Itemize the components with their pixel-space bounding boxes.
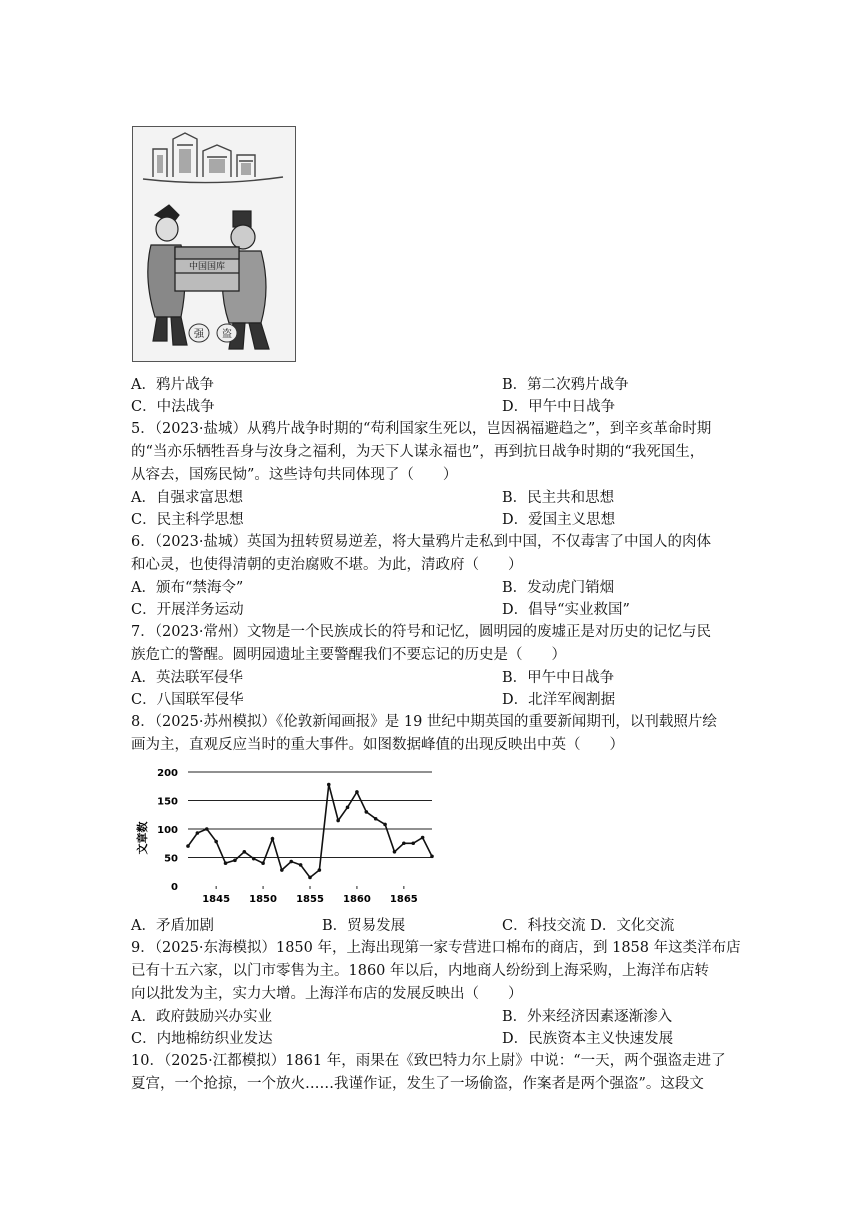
chart-point-1857 — [327, 783, 331, 787]
chart-point-1845 — [214, 840, 218, 844]
chart-y-tick-150: 150 — [157, 796, 178, 808]
chart-x-tick-1845: 1845 — [202, 894, 231, 905]
q4-option-a[interactable]: A．鸦片战争 — [131, 377, 214, 393]
q9-option-a[interactable]: A．政府鼓励兴办实业 — [131, 1009, 272, 1025]
chart-x-tick-1850: 1850 — [249, 894, 277, 905]
q10-stem-line-1: 10．（2025·江都模拟）1861 年，雨果在《致巴特力尔上尉》中说：“一天，两个强盗走进了 — [131, 1053, 726, 1069]
q8-option-a[interactable]: A．矛盾加剧 — [131, 918, 214, 934]
chart-point-1848 — [243, 850, 247, 854]
chart-point-1861 — [365, 810, 369, 814]
q9-option-d[interactable]: D．民族资本主义快速发展 — [502, 1031, 674, 1047]
q6-option-a[interactable]: A．颁布“禁海令” — [131, 580, 244, 596]
q5-option-b[interactable]: B．民主共和思想 — [502, 490, 615, 506]
chart-x-tick-1855: 1855 — [296, 894, 324, 905]
q5-stem-line-2: 的“当亦乐牺牲吾身与汝身之福利，为天下人谋永福也”，再到抗日战争时期的“我死国生， — [131, 444, 705, 460]
q7-option-a[interactable]: A．英法联军侵华 — [131, 670, 243, 686]
chart-y-tick-100: 100 — [157, 825, 178, 836]
chart-point-1853 — [289, 860, 293, 864]
q5-option-c[interactable]: C．民主科学思想 — [131, 512, 244, 528]
chart-point-1866 — [411, 841, 415, 845]
chart-point-1846 — [224, 861, 228, 865]
q7-stem-line-2: 族危亡的警醒。圆明园遗址主要警醒我们不要忘记的历史是（ ） — [131, 647, 566, 663]
chart-point-1868 — [430, 855, 434, 859]
q6-option-d[interactable]: D．倡导“实业救国” — [502, 602, 630, 618]
chart-point-1859 — [346, 806, 350, 810]
chart-point-1842 — [186, 844, 190, 848]
q8-option-cd[interactable]: C．科技交流 D．文化交流 — [502, 918, 675, 934]
q6-option-c[interactable]: C．开展洋务运动 — [131, 602, 244, 618]
q4-option-c[interactable]: C．中法战争 — [131, 399, 215, 415]
chart-point-1854 — [299, 863, 303, 867]
sign-left: 强 — [194, 329, 204, 340]
chart-point-1851 — [271, 837, 275, 841]
chart-point-1843 — [196, 831, 200, 835]
q9-option-c[interactable]: C．内地棉纺织业发达 — [131, 1031, 273, 1047]
q9-stem-line-2: 已有十五六家，以门市零售为主。1860 年以后，内地商人纷纷到上海采购，上海洋布店转 — [131, 963, 710, 979]
q4-option-b[interactable]: B．第二次鸦片战争 — [502, 377, 629, 393]
q5-option-d[interactable]: D．爱国主义思想 — [502, 512, 616, 528]
chart-point-1865 — [402, 841, 406, 845]
chart-point-1858 — [336, 819, 340, 823]
q4-option-d[interactable]: D．甲午中日战争 — [502, 399, 616, 415]
sign-right: 盗 — [222, 329, 232, 340]
article-count-chart — [136, 764, 440, 912]
chart-y-tick-0: 0 — [171, 882, 178, 893]
q6-stem-line-1: 6．（2023·盐城）英国为扭转贸易逆差，将大量鸦片走私到中国，不仅毒害了中国人的肉体 — [131, 534, 711, 550]
chart-point-1850 — [261, 861, 265, 865]
q7-option-b[interactable]: B．甲午中日战争 — [502, 670, 615, 686]
q6-stem-line-2: 和心灵，也使得清朝的吏治腐败不堪。为此，清政府（ ） — [131, 557, 523, 573]
chart-point-1855 — [308, 876, 312, 880]
chart-point-1847 — [233, 859, 237, 863]
cartoon-illustration — [133, 127, 295, 361]
chart-point-1867 — [421, 836, 425, 840]
q5-stem-line-1: 5．（2023·盐城）从鸦片战争时期的“苟利国家生死以，岂因祸福避趋之”，到辛亥革命时期 — [131, 421, 712, 437]
chart-point-1864 — [393, 850, 397, 854]
q10-stem-line-2: 夏宫，一个抢掠，一个放火……我谨作证，发生了一场偷盗，作案者是两个强盗”。这段文 — [131, 1076, 704, 1092]
q8-option-b[interactable]: B．贸易发展 — [322, 918, 406, 934]
q6-option-b[interactable]: B．发动虎门销烟 — [502, 580, 615, 596]
q9-stem-line-1: 9．（2025·东海模拟）1850 年，上海出现第一家专营进口棉布的商店，到 1858 年这类洋布店 — [131, 940, 741, 956]
chart-series-points — [186, 783, 434, 880]
q9-stem-line-3: 向以批发为主，实力大增。上海洋布店的发展反映出（ ） — [131, 986, 523, 1002]
chart-y-axis-label: 文章数 — [136, 821, 149, 855]
q5-stem-line-3: 从容去，国殇民恸”。这些诗句共同体现了（ ） — [131, 467, 458, 483]
chart-x-tick-labels — [202, 886, 418, 905]
q7-stem-line-1: 7．（2023·常州）文物是一个民族成长的符号和记忆，圆明园的废墟正是对历史的记忆与民 — [131, 624, 711, 640]
q5-option-a[interactable]: A．自强求富思想 — [131, 490, 243, 506]
chest-label: 中国国库 — [188, 262, 226, 272]
chart-y-tick-labels — [157, 768, 178, 893]
chart-point-1863 — [383, 823, 387, 827]
q9-option-b[interactable]: B．外来经济因素逐渐渗入 — [502, 1009, 673, 1025]
chart-point-1844 — [205, 827, 209, 831]
chart-y-tick-50: 50 — [164, 853, 178, 865]
chart-point-1849 — [252, 857, 256, 861]
chart-point-1862 — [374, 817, 378, 821]
chart-gridlines — [188, 772, 432, 858]
cartoon-image — [132, 126, 296, 362]
q7-option-c[interactable]: C．八国联军侵华 — [131, 692, 244, 708]
chart-point-1860 — [355, 790, 359, 794]
q8-stem-line-2: 画为主，直观反应当时的重大事件。如图数据峰值的出现反映出中英（ ） — [131, 737, 624, 753]
chart-x-tick-1865: 1865 — [389, 894, 418, 905]
chart-point-1852 — [280, 868, 284, 872]
chart-x-tick-1860: 1860 — [343, 894, 371, 905]
chart-point-1856 — [318, 868, 322, 872]
q7-option-d[interactable]: D．北洋军阀割据 — [502, 692, 616, 708]
q8-stem-line-1: 8．（2025·苏州模拟）《伦敦新闻画报》是 19 世纪中期英国的重要新闻期刊，以刊载照片绘 — [131, 714, 717, 730]
chart-y-tick-200: 200 — [157, 768, 178, 779]
